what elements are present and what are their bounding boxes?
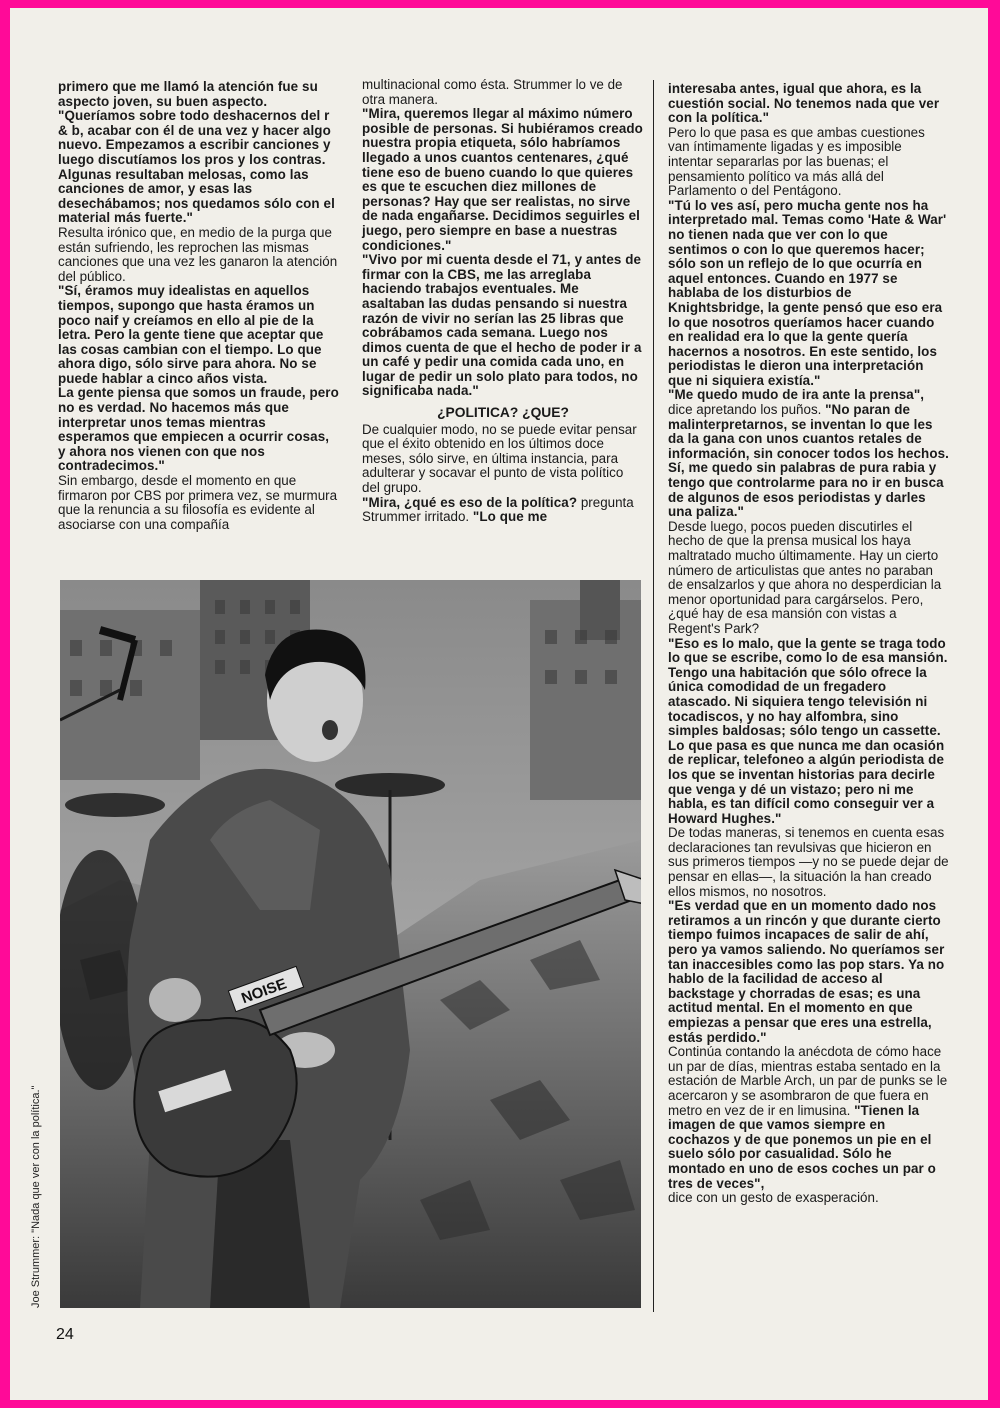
article-paragraph xyxy=(362,496,644,525)
article-paragraph xyxy=(668,1045,950,1191)
quote-text: "Lo que me xyxy=(472,509,548,525)
quote-text: "Tienen la imagen de que vamos siempre en cochazos y de que ponemos un pie en el suelo sólo por casualidad. Sólo he montado en uno de esos coches un par o tres de veces", xyxy=(668,1102,936,1191)
article-paragraph: "Es verdad que en un momento dado nos retiramos a un rincón y que durante cierto tiempo fuimos incapaces de salir de ahí, pero ya vamos saliendo. No queríamos ser tan inaccesibles como las pop stars. Ya no hablo de la facilidad de acceso al backstage y chorradas de esas; es una actitud mental. En el momento en que empiezas a pensar que eres una estrella, estás perdido." xyxy=(668,898,945,1045)
narrative-text: Continúa contando la anécdota de cómo hace un par de días, mientras estaba sentado en la estación de Marble Arch, un par de punks se le acercaron y se asombraron de que fuera en metro en vez de ir en limusina. xyxy=(668,1044,948,1118)
narrative-text: dice apretando los puños. xyxy=(668,402,826,418)
section-heading: ¿POLITICA? ¿QUE? xyxy=(437,405,569,421)
article-column-3 xyxy=(668,82,950,1206)
article-paragraph: Resulta irónico que, en medio de la purga que están sufriendo, les reprochen las mismas canciones que una vez les ganaron la atención del público. xyxy=(58,224,338,284)
concert-photo xyxy=(60,580,641,1308)
article-paragraph: La gente piensa que somos un fraude, pero no es verdad. No hacemos más que interpretar unos temas mientras esperamos que empiecen a ocurrir cosas, y ahora nos vienen con que nos contradecimos." xyxy=(58,385,339,474)
column-divider xyxy=(653,80,654,1312)
quote-text: "Mira, ¿qué es eso de la política? xyxy=(362,494,578,510)
article-paragraph: "Eso es lo malo, que la gente se traga todo lo que se escribe, como lo de esa mansión. Tengo una habitación que sólo ofrece la única comodidad de un fregadero atascado. Ni siquiera tengo televisión ni tocadiscos, y no hay alfombra, sino simples baldosas; sólo tengo un cassette. Lo que pasa es que nunca me dan ocasión de replicar, telefoneo a algún periodista de los que se inventan historias para decirle que venga y dé un vistazo; pero ni me habla, es tan difícil como conseguir ver a Howard Hughes." xyxy=(668,635,948,826)
article-paragraph: "Mira, queremos llegar al máximo número posible de personas. Si hubiéramos creado nuestra propia etiqueta, sólo habríamos llegado a unos cuantos centenares, ¿qué tiene eso de bueno cuando lo que quieres es que te escuchen diez millones de personas? Hay que ser realistas, no sirve de nada engañarse. Decidimos seguirles el juego, pero siempre en base a nuestras condiciones." xyxy=(362,106,643,253)
article-paragraph: Sin embargo, desde el momento en que firmaron por CBS por primera vez, se murmura que la renuncia a su filosofía es evidente al asociarse con una compañía xyxy=(58,473,338,532)
narrative-text: pregunta Strummer irritado. xyxy=(362,494,634,525)
article-paragraph: dice con un gesto de exasperación. xyxy=(668,1190,879,1206)
article-column-1 xyxy=(58,80,340,532)
quote-text: "Me quedo mudo de ira ante la prensa", xyxy=(668,387,925,403)
article-paragraph xyxy=(668,388,950,519)
article-paragraph: Desde luego, pocos pueden discutirles el hecho de que la prensa musical los haya maltratado mucho últimamente. Hay un cierto número de articulistas que antes no paraban de ensalzarlos y que ahora no desperdician la menor oportunidad para cargárselos. Pero, ¿qué hay de esa mansión con vistas a Regent's Park? xyxy=(668,518,942,636)
page-number: 24 xyxy=(56,1326,74,1343)
guitar-sticker: NOISE xyxy=(239,975,289,1008)
article-paragraph: "Queríamos sobre todo deshacernos del r & b, acabar con él de una vez y hacer algo nuevo. Empezamos a escribir canciones y luego discutíamos los pros y los contras. Algunas resultaban melosas, como las canciones de amor, y esas las desechábamos; nos quedamos sólo con el material más fuerte." xyxy=(58,108,335,226)
magazine-page xyxy=(10,8,988,1400)
photo-caption: Joe Strummer: "Nada que ver con la política." xyxy=(30,1085,42,1308)
article-paragraph: primero que me llamó la atención fue su aspecto joven, su buen aspecto. xyxy=(58,79,318,109)
article-paragraph: "Vivo por mi cuenta desde el 71, y antes de firmar con la CBS, me las arreglaba haciendo trabajos eventuales. Me asaltaban las dudas pensando si nuestra razón de vivir no serían las 25 libras que cobrábamos cada semana. Luego nos dimos cuenta de que el hecho de poder ir a un café y pedir una comida cada uno, en lugar de pedir un solo plato para todos, no significaba nada." xyxy=(362,252,642,399)
article-paragraph: "Tú lo ves así, pero mucha gente nos ha interpretado mal. Temas como 'Hate & War' no tienen nada que ver con lo que sentimos o con lo que queremos hacer; sólo son un reflejo de lo que ocurría en aquel entonces. Cuando en 1977 se hablaba de los disturbios de Knightsbridge, la gente pensó que eso era lo que nosotros queríamos hacer cuando en realidad era lo que la gente quería hacernos a nosotros. En este sentido, los periodistas le dieron una interpretación que ni siquiera existía." xyxy=(668,197,947,388)
article-paragraph: multinacional como ésta. Strummer lo ve de otra manera. xyxy=(362,77,623,107)
quote-text: "No paran de malinterpretarnos, se inventan lo que les da la gana con unos cuantos retales de información, sin conocer todos los hechos. Sí, me quedo sin palabras de pura rabia y tengo que controlarme para no ir en busca de algunos de esos periodistas y darles una paliza." xyxy=(668,402,949,520)
article-column-2 xyxy=(362,78,644,525)
cymbal xyxy=(65,793,165,817)
article-paragraph: interesaba antes, igual que ahora, es la cuestión social. No tenemos nada que ver con la política." xyxy=(668,81,940,126)
article-paragraph: Pero lo que pasa es que ambas cuestiones van íntimamente ligadas y es imposible intentar separarlas por las buenas; el pensamiento político va más allá del Parlamento o del Pentágono. xyxy=(668,124,925,199)
photo-illustration xyxy=(60,580,641,1308)
article-paragraph: "Sí, éramos muy idealistas en aquellos tiempos, supongo que hasta éramos un poco naif y creíamos en ello al pie de la letra. Pero la gente tiene que aceptar que las cosas cambian con el tiempo. Lo que ahora digo, sólo sirve para ahora. No se puede hablar a cinco años vista. xyxy=(58,283,324,386)
article-paragraph: De cualquier modo, no se puede evitar pensar que el éxito obtenido en los últimos doce meses, sólo sirve, en última instancia, para adulterar y socavar el punto de vista político del grupo. xyxy=(362,421,637,496)
article-paragraph: De todas maneras, si tenemos en cuenta esas declaraciones tan revulsivas que hicieron en sus primeros tiempos —y no se puede dejar de pensar en ellas—, la situación la han creado ellos mismos, no nosotros. xyxy=(668,825,949,899)
